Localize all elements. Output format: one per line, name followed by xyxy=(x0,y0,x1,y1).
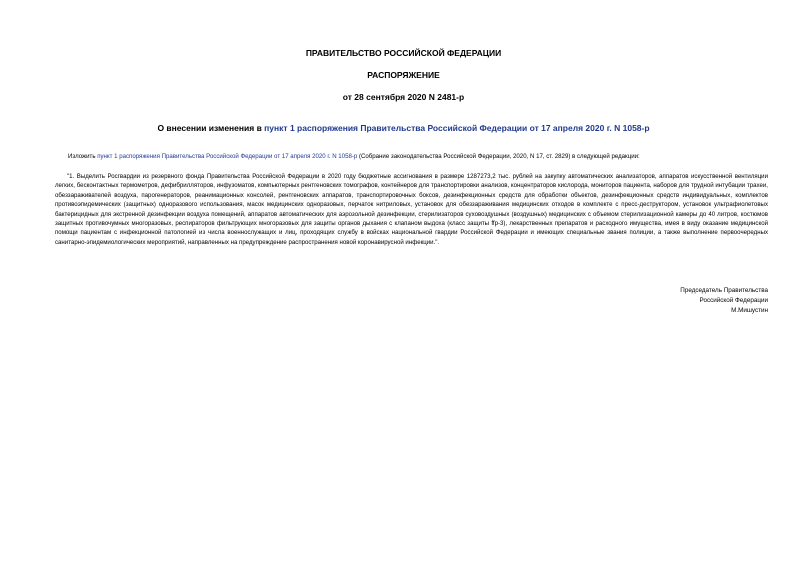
title-prefix: О внесении изменения в xyxy=(157,123,265,133)
signature-position-line2: Российской Федерации xyxy=(699,297,768,304)
document-type-heading: РАСПОРЯЖЕНИЕ xyxy=(367,70,440,80)
intro-prefix: Изложить xyxy=(68,153,98,160)
signature-block xyxy=(680,286,768,316)
signature-position-line1: Председатель Правительства xyxy=(680,287,768,294)
intro-paragraph xyxy=(68,152,768,161)
document-title xyxy=(0,123,807,134)
document-date-number: от 28 сентября 2020 N 2481-р xyxy=(342,92,465,102)
amendment-text-paragraph: "1. Выделить Росгвардии из резервного фонда Правительства Российской Федерации в 2020 году бюджетные ассигнования в размере 1287273,2 тыс. рублей на закупку автоматических анализаторов, аппаратов искусственной вентиляции легких, бесконтактных термометров, дефибрилляторов, инфузоматов, компьютерных рентгеновских томографов, контейнеров для транспортировки анализов, концентраторов кислорода, мониторов пациента, наборов для трудной интубации трахеи, обеззараживателей воздуха, парогенераторов, реанимационных консолей, рентгеновских аппаратов, транспортировочных боксов, дезинфекционных средств для обработки объектов, дезинфекционных средств индивидуальных, комплектов противоэпидемических (защитных) одноразового использования, масок медицинских одноразовых, перчаток нитриловых, установок для обеззараживания медицинских отходов в комплекте с пресс-деструктором, установок ультрафиолетовых бактерицидных для экстренной дезинфекции воздуха помещений, аппаратов автоматических для аэрозольной дезинфекции, стерилизаторов суховоздушных (воздушных) медицинских с объемом стерилизационной камеры до 40 литров, костюмов защитных противочумных многоразовых, респираторов фильтрующих многоразовых для защиты органов дыхания с клапаном выдоха (класс защиты ffp-3), лекарственных препаратов и расходного имущества, имея в виду оказание медицинской помощи пациентам с инфекционной патологией из числа военнослужащих и лиц, проходящих службу в войсках национальной гвардии Российской Федерации и имеющих специальные звания полиции, а также выполнение первоочередных санитарно-эпидемиологических мероприятий, направленных на предупреждение распространения новой коронавирусной инфекции.". xyxy=(55,173,768,246)
intro-reference-link[interactable]: пункт 1 распоряжения Правительства Российской Федерации от 17 апреля 2020 г. N 1058-р xyxy=(97,153,358,160)
intro-suffix: (Собрание законодательства Российской Федерации, 2020, N 17, ст. 2829) в следующей редакции: xyxy=(357,153,640,160)
signature-name: М.Мишустин xyxy=(731,307,768,314)
government-heading: ПРАВИТЕЛЬСТВО РОССИЙСКОЙ ФЕДЕРАЦИИ xyxy=(305,48,502,58)
title-reference-link[interactable]: пункт 1 распоряжения Правительства Российской Федерации от 17 апреля 2020 г. N 1058-р xyxy=(264,123,650,133)
